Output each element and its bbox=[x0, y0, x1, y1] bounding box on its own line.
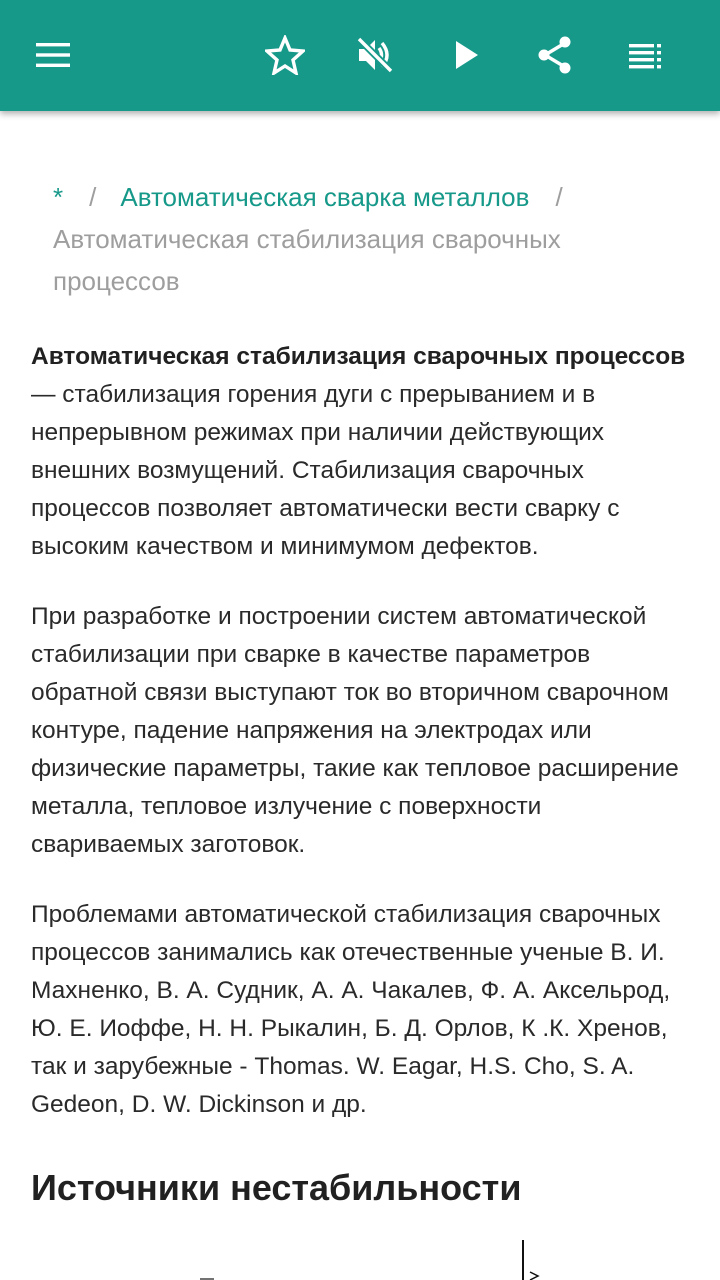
menu-icon bbox=[35, 40, 71, 70]
bookmark-button[interactable] bbox=[255, 25, 315, 85]
figure-diagram bbox=[0, 1232, 720, 1280]
breadcrumb-current: Автоматическая стабилизация сварочных процессов bbox=[53, 224, 561, 296]
sound-toggle-button[interactable] bbox=[345, 25, 405, 85]
article-term: Автоматическая стабилизация сварочных процессов bbox=[31, 343, 686, 370]
article-paragraph bbox=[31, 338, 695, 566]
share-button[interactable] bbox=[525, 25, 585, 85]
volume-off-icon bbox=[355, 35, 395, 75]
breadcrumb-home-link[interactable]: * bbox=[53, 182, 64, 212]
breadcrumb-separator: / bbox=[89, 182, 97, 212]
toc-icon bbox=[625, 35, 665, 75]
play-icon bbox=[446, 35, 486, 75]
breadcrumb-parent-link[interactable]: Автоматическая сварка металлов bbox=[120, 182, 530, 212]
app-toolbar bbox=[0, 0, 720, 111]
article-definition: — стабилизация горения дуги с прерыванием и в непрерывном режимах при наличии действующих внешних возмущений. Стабилизация сварочных процессов позволяет автоматически вести сварку с высоким качеством и минимумом дефектов. bbox=[31, 381, 620, 560]
breadcrumb-separator: / bbox=[555, 182, 563, 212]
share-icon bbox=[535, 35, 575, 75]
play-button[interactable] bbox=[436, 25, 496, 85]
article-paragraph: Проблемами автоматической стабилизация сварочных процессов занимались как отечественные ученые В. И. Махненко, В. А. Судник, А. А. Чакалев, Ф. А. Аксельрод, Ю. Е. Иоффе, Н. Н. Рыкалин, Б. Д. Орлов, К .К. Хренов, так и зарубежные - Thomas. W. Eagar, H.S. Cho, S. A. Gedeon, D. W. Dickinson и др. bbox=[31, 901, 671, 1118]
menu-button[interactable] bbox=[23, 25, 83, 85]
table-of-contents-button[interactable] bbox=[615, 25, 675, 85]
star-icon bbox=[265, 35, 305, 75]
section-heading: Источники нестабильности bbox=[31, 1167, 522, 1208]
breadcrumb bbox=[53, 176, 673, 302]
article-body bbox=[31, 338, 695, 1156]
article-paragraph: При разработке и построении систем автоматической стабилизации при сварке в качестве параметров обратной связи выступают ток во вторичном сварочном контуре, падение напряжения на электродах или физические параметры, такие как тепловое расширение металла, тепловое излучение с поверхности свариваемых заготовок. bbox=[31, 603, 679, 858]
